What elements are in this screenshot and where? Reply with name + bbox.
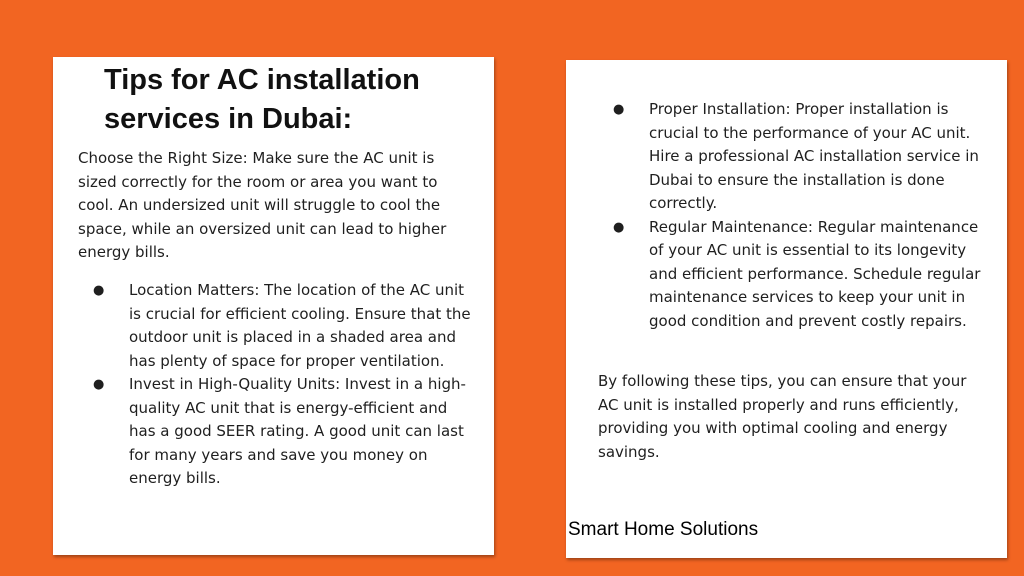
intro-paragraph: Choose the Right Size: Make sure the AC unit is sized correctly for the room or area you want to cool. An undersized unit will struggle to cool the space, while an oversized unit can lead to higher energy bills. xyxy=(78,149,447,261)
list-item xyxy=(78,279,478,373)
bullet-icon: ● xyxy=(93,283,105,298)
bullet-icon: ● xyxy=(93,377,105,392)
list-item-text: Regular Maintenance: Regular maintenance of your AC unit is essential to its longevity and efficient performance. Schedule regular maintenance services to keep your unit in good condition and prevent costly repairs. xyxy=(649,217,981,330)
bullet-icon: ● xyxy=(613,219,625,235)
list-item-text: Location Matters: The location of the AC unit is crucial for efficient cooling. Ensure that the outdoor unit is placed in a shaded area and has plenty of space for proper ventilation. xyxy=(129,281,471,370)
right-card xyxy=(566,60,1007,558)
left-card xyxy=(53,57,494,555)
list-item-text: Invest in High-Quality Units: Invest in a high-quality AC unit that is energy-efficient and has a good SEER rating. A good unit can last for many years and save you money on energy bills. xyxy=(129,375,466,487)
list-item xyxy=(78,373,478,491)
list-item xyxy=(598,98,993,216)
bullet-icon: ● xyxy=(613,102,625,117)
right-bullet-list xyxy=(598,98,993,333)
left-bullet-list xyxy=(78,279,478,491)
list-item xyxy=(598,216,993,334)
closing-paragraph: By following these tips, you can ensure that your AC unit is installed properly and runs efficiently, providing you with optimal cooling and energy savings. xyxy=(598,372,967,461)
brand-name: Smart Home Solutions xyxy=(568,519,759,540)
page-title: Tips for AC installation services in Dubai: xyxy=(104,64,420,135)
list-item-text: Proper Installation: Proper installation is crucial to the performance of your AC unit. Hire a professional AC installation service in Dubai to ensure the installation is done correctly. xyxy=(649,100,979,212)
